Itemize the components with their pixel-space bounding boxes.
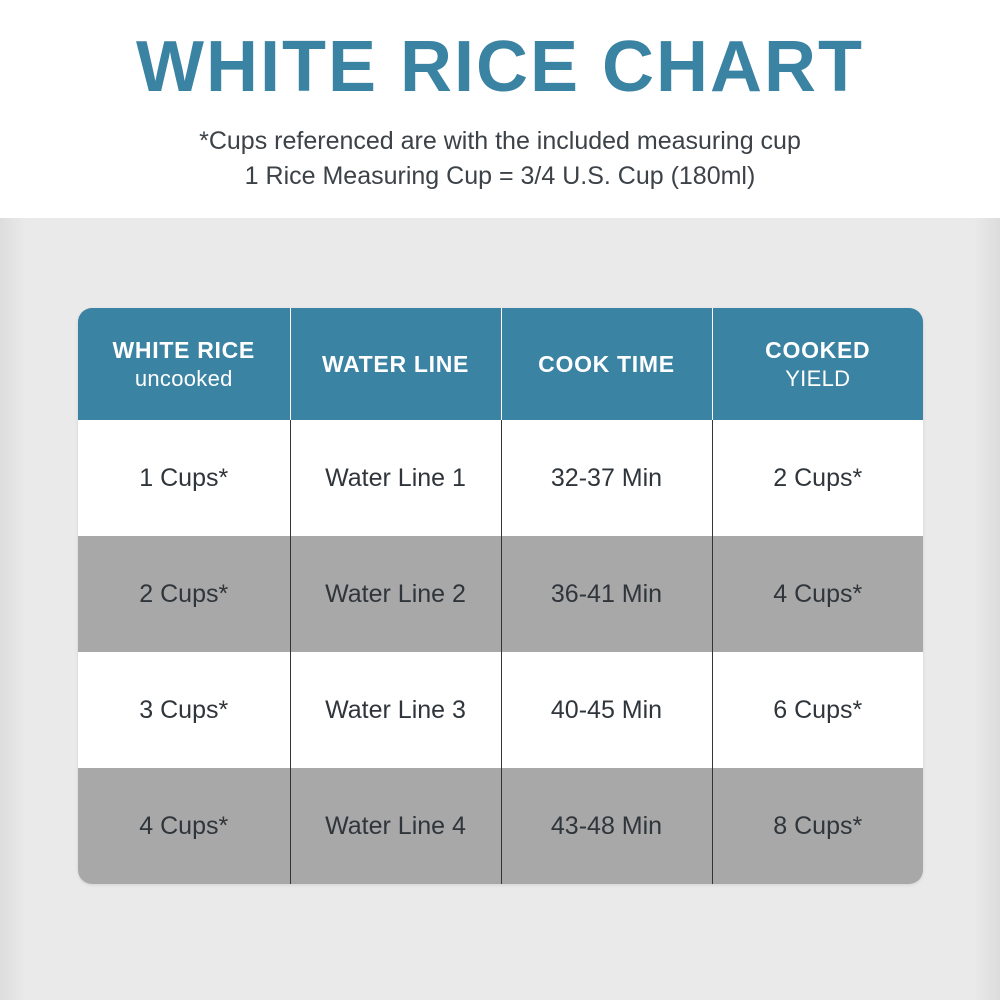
cell-rice: 3 Cups* [78, 652, 290, 768]
column-header-cook-time [501, 308, 712, 420]
column-header-white-rice [78, 308, 290, 420]
cell-water-line: Water Line 3 [290, 652, 501, 768]
table-row [78, 536, 923, 652]
cell-yield: 4 Cups* [712, 536, 923, 652]
subtitle [0, 106, 1000, 194]
cell-rice: 2 Cups* [78, 536, 290, 652]
header-band [0, 0, 1000, 218]
cell-yield: 6 Cups* [712, 652, 923, 768]
subtitle-line-2: 1 Rice Measuring Cup = 3/4 U.S. Cup (180ml) [244, 162, 756, 190]
column-header-cook-time-label: COOK TIME [538, 350, 675, 377]
cell-rice: 4 Cups* [78, 768, 290, 884]
cell-yield: 2 Cups* [712, 420, 923, 536]
cell-cook-time: 32-37 Min [501, 420, 712, 536]
table-row [78, 768, 923, 884]
cell-water-line: Water Line 2 [290, 536, 501, 652]
column-header-water-line-label: WATER LINE [321, 350, 470, 377]
rice-chart-table-container [78, 308, 923, 884]
subtitle-line-1: *Cups referenced are with the included measuring cup [199, 127, 801, 155]
table-row [78, 420, 923, 536]
cell-cook-time: 36-41 Min [501, 536, 712, 652]
column-header-cooked-yield-label: COOKED [765, 336, 871, 363]
table-header-row [78, 308, 923, 420]
column-header-cooked-yield [712, 308, 923, 420]
column-header-white-rice-label: WHITE RICE [112, 336, 255, 363]
cell-water-line: Water Line 4 [290, 768, 501, 884]
cell-yield: 8 Cups* [712, 768, 923, 884]
table-header [78, 308, 923, 420]
table-body [78, 420, 923, 884]
cell-water-line: Water Line 1 [290, 420, 501, 536]
cell-rice: 1 Cups* [78, 420, 290, 536]
column-header-cooked-yield-sublabel: YIELD [785, 365, 851, 391]
page-title: WHITE RICE CHART [136, 27, 864, 107]
rice-chart-table [78, 308, 923, 884]
column-header-water-line [290, 308, 501, 420]
cell-cook-time: 43-48 Min [501, 768, 712, 884]
table-row [78, 652, 923, 768]
cell-cook-time: 40-45 Min [501, 652, 712, 768]
column-header-white-rice-sublabel: uncooked [134, 365, 233, 391]
